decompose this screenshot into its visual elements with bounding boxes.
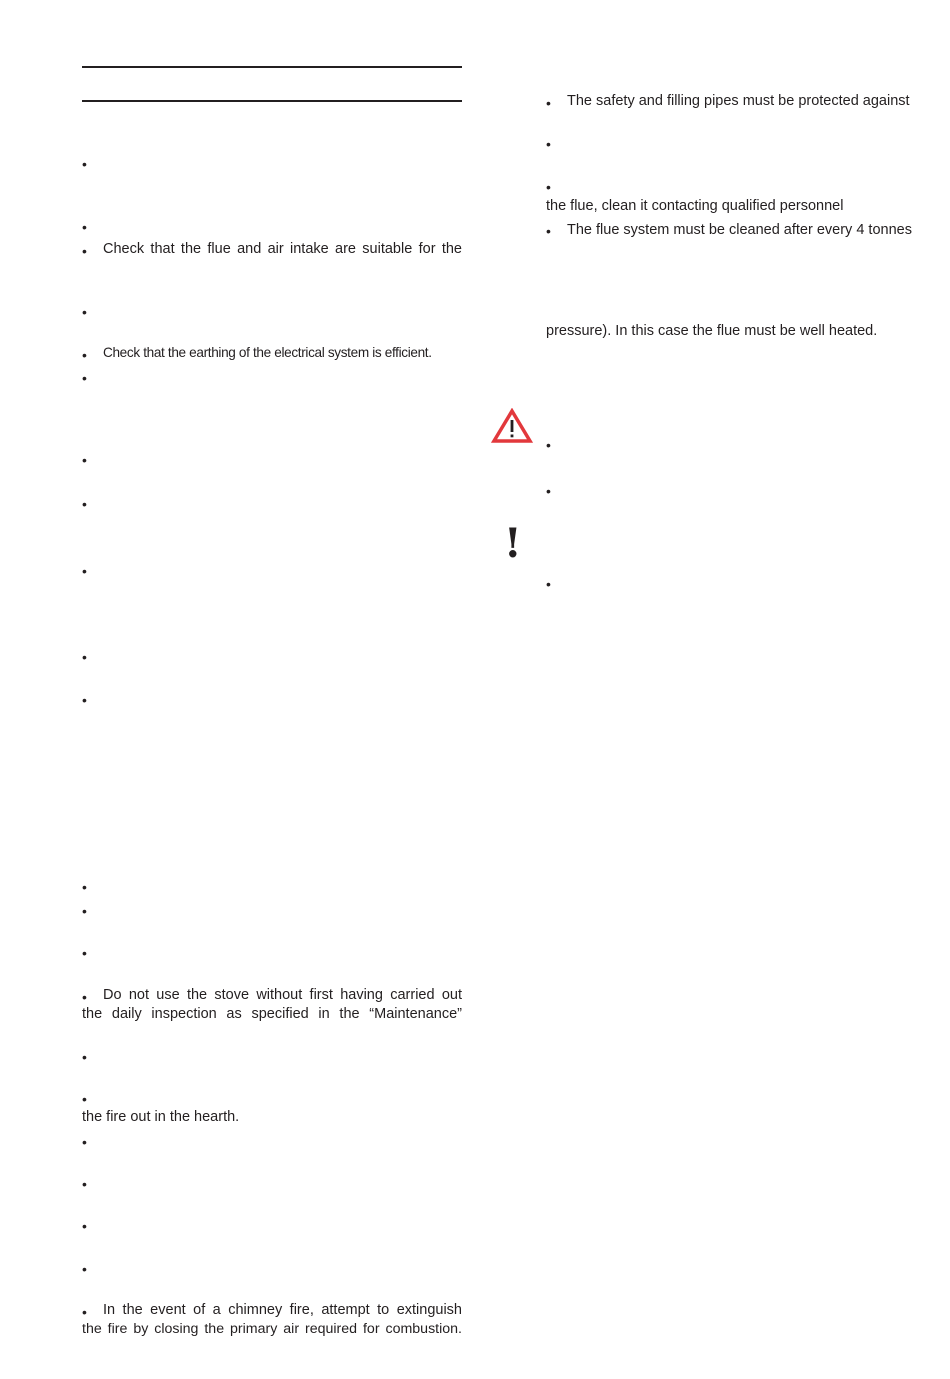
list-bullet: • [82,1218,87,1234]
exclamation-icon: ! [504,520,522,567]
list-bullet: • [82,219,87,235]
list-bullet: • [82,1091,87,1107]
list-bullet: • [82,1176,87,1192]
list-bullet: • [82,1134,87,1150]
header-rule-bottom [82,100,462,102]
list-bullet: • [546,179,551,195]
list-bullet: • [82,989,87,1005]
list-bullet: • [82,692,87,708]
list-bullet: • [82,945,87,961]
list-bullet: • [82,1261,87,1277]
list-bullet: • [82,347,87,363]
daily-inspection-line2: the daily inspection as specified in the “Maintenance” [82,1006,462,1022]
fire-out-text: the fire out in the hearth. [82,1109,240,1125]
check-flue-text: Check that the flue and air intake are suitable for the [103,241,462,257]
chimney-fire-line2: the fire by closing the primary air required for combustion. [82,1321,462,1337]
list-bullet: • [82,649,87,665]
daily-inspection-line1: Do not use the stove without first having carried out [103,987,462,1003]
list-bullet: • [82,452,87,468]
list-bullet: • [546,136,551,152]
list-bullet: • [546,437,551,453]
list-bullet: • [82,1304,87,1320]
safety-pipes-text: The safety and filling pipes must be protected against [567,93,910,109]
list-bullet: • [546,95,551,111]
list-bullet: • [546,223,551,239]
list-bullet: • [546,576,551,592]
list-bullet: • [82,156,87,172]
list-bullet: • [546,483,551,499]
list-bullet: • [82,879,87,895]
header-rule-top [82,66,462,68]
clean-flue-text: the flue, clean it contacting qualified personnel [546,198,844,214]
list-bullet: • [82,370,87,386]
check-earthing-text: Check that the earthing of the electrical system is efficient. [103,345,432,360]
chimney-fire-line1: In the event of a chimney fire, attempt to extinguish [103,1302,462,1318]
list-bullet: • [82,243,87,259]
pressure-text: pressure). In this case the flue must be well heated. [546,323,878,339]
warning-triangle-icon [491,408,533,444]
list-bullet: • [82,304,87,320]
list-bullet: • [82,563,87,579]
list-bullet: • [82,903,87,919]
flue-cleaned-text: The flue system must be cleaned after every 4 tonnes [567,222,912,238]
list-bullet: • [82,1049,87,1065]
list-bullet: • [82,496,87,512]
